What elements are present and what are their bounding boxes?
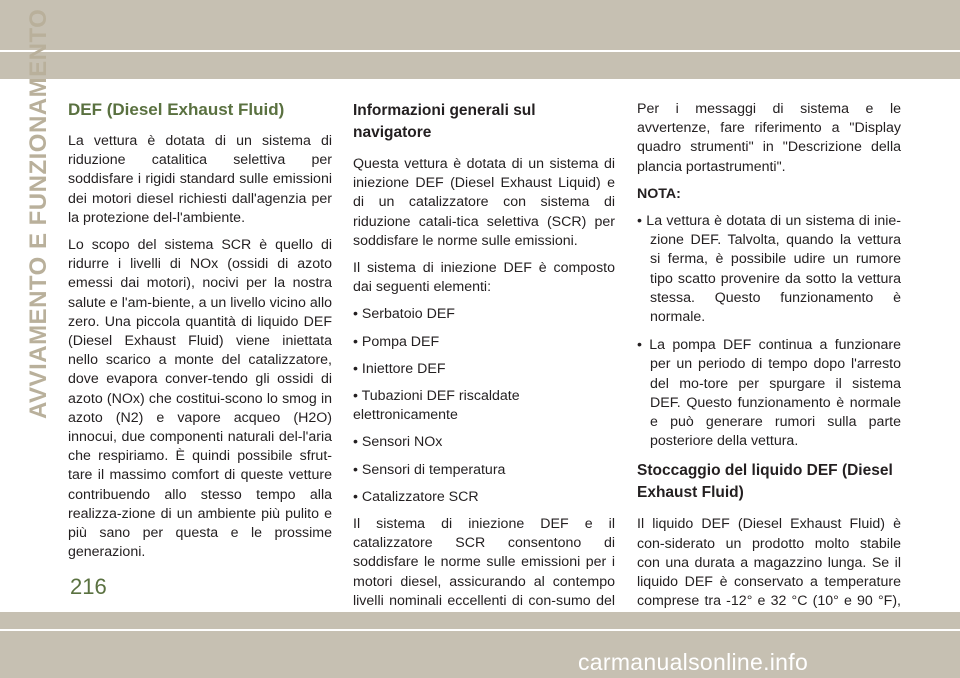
paragraph: Il sistema di iniezione DEF è composto dai seguenti elementi: — [353, 260, 615, 296]
list-item: • La pompa DEF continua a funzionare per un periodo di tempo dopo l'arresto del mo-tore per spurgare il sistema DEF. Questo funzionamento è normale e può generare rumori sulla parte posteriore della vettura. — [637, 337, 901, 450]
list-item: • Sensori di temperatura — [353, 461, 506, 478]
column-1 — [68, 100, 332, 570]
paragraph: La vettura è dotata di un sistema di riduzione catalitica selettiva per soddisfare i rigidi standard sulle emissioni dei motori diesel richiesti dall'agenzia per la protezione del-l'ambiente. — [68, 133, 332, 226]
general-info-heading: Informazioni generali sul navigatore — [353, 102, 536, 141]
header-rule — [0, 50, 960, 52]
column-3 — [637, 100, 901, 639]
list-item: • Tubazioni DEF riscaldate elettronicamente — [353, 388, 520, 424]
watermark-text: carmanualsonline.info — [578, 649, 809, 675]
note-label: NOTA: — [637, 185, 681, 202]
section-side-title: AVVIAMENTO E FUNZIONAMENTO — [25, 8, 52, 419]
list-item: • Pompa DEF — [353, 333, 440, 350]
header-band — [0, 0, 960, 79]
footer-band — [0, 612, 960, 678]
def-heading: DEF (Diesel Exhaust Fluid) — [68, 100, 285, 119]
note-list — [637, 212, 901, 451]
list-item: • Serbatoio DEF — [353, 306, 455, 323]
paragraph: Il liquido DEF (Diesel Exhaust Fluid) è con-siderato un prodotto molto stabile con una durata a magazzino lunga. Se il liquido DEF è conservato a temperature comprese tra -12° e 32 °C (10° e 90 °F), — [637, 516, 901, 610]
list-item: • Iniettore DEF — [353, 360, 446, 377]
paragraph: Questa vettura è dotata di un sistema di iniezione DEF (Diesel Exhaust Liquid) e di un catalizzatore con sistema di riduzione catali-tica selettiva (SCR) per soddisfare le norme sulle emissioni. — [353, 156, 615, 249]
paragraph: Il sistema di iniezione DEF e il catalizzatore SCR consentono di soddisfare le norme sulle emissioni per i motori diesel, assicurando al contempo livelli nominali eccellenti di con-sumo del — [353, 516, 615, 609]
list-item: • Sensori NOx — [353, 434, 443, 451]
column-2 — [353, 100, 615, 638]
paragraph: Lo scopo del sistema SCR è quello di ridurre i livelli di NOx (ossidi di azoto emessi dai motori), nocivi per la nostra salute e l'am-biente, a un livello vicino allo zero. Una piccola quantità di liquido DEF (Diesel Exhaust Fluid) viene iniettata nello scarico a monte del catalizzatore, dove evapora conver-tendo gli ossidi di azoto (NOx) che costitui-scono lo smog in azoto (N2) e vapore acqueo (H2O) innocui, due componenti naturali del-l'aria che respiriamo. È quindi possibile sfrut-tare il massimo comfort di queste vetture contribuendo allo stesso tempo alla realizza-zione di un ambiente più pulito e più sano per questa e le prossime generazioni. — [68, 237, 332, 561]
page-number: 216 — [70, 574, 107, 599]
list-item: • La vettura è dotata di un sistema di inie-zione DEF. Talvolta, quando la vettura si ferma, è possibile udire un rumore tipo scatto provenire da sotto la vettura stessa. Questo funzionamento è normale. — [637, 213, 901, 326]
list-item: • Catalizzatore SCR — [353, 488, 479, 505]
footer-rule — [0, 629, 960, 631]
paragraph: Per i messaggi di sistema e le avvertenze, fare riferimento a "Display quadro strumenti" in "Descrizione della plancia portastrumenti". — [637, 101, 901, 175]
storage-heading: Stoccaggio del liquido DEF (Diesel Exhaust Fluid) — [637, 462, 893, 502]
component-list — [353, 305, 615, 507]
